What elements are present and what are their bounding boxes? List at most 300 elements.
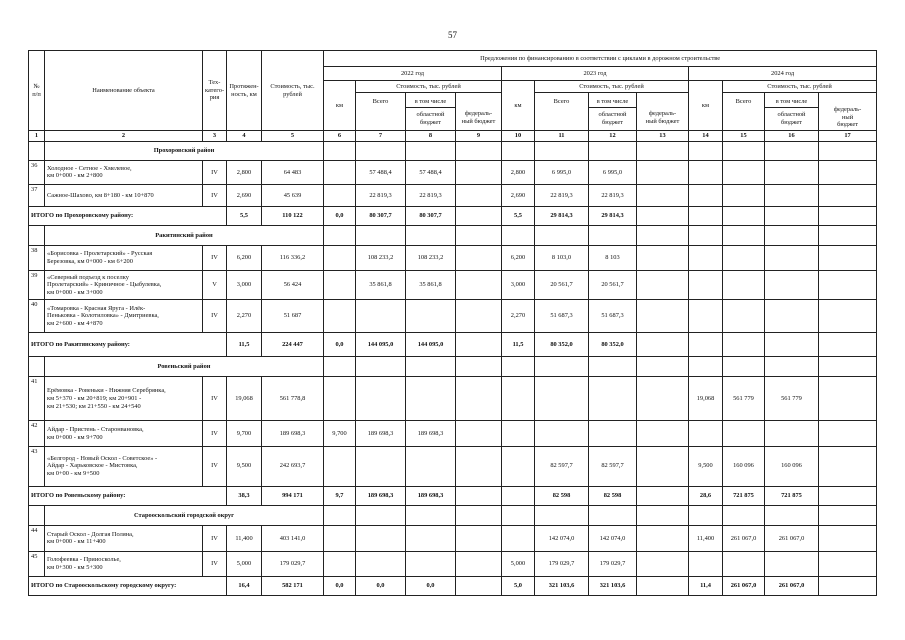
category-cell: IV [203, 551, 227, 576]
value-cell: 3,000 [502, 271, 535, 300]
total-value: 82 598 [535, 486, 589, 506]
empty-cell [723, 506, 765, 526]
total-value: 321 103,6 [535, 577, 589, 596]
total-value: 80 307,7 [406, 207, 456, 226]
value-cell [819, 377, 877, 421]
total-cost: 994 171 [262, 486, 324, 506]
value-cell: 22 819,3 [535, 185, 589, 207]
empty-cell [406, 142, 456, 161]
total-label: ИТОГО по Старооскольскому городскому округу: [29, 577, 227, 596]
category-cell: IV [203, 421, 227, 446]
empty-cell [502, 225, 535, 245]
column-index: 8 [406, 131, 456, 142]
value-cell [637, 551, 689, 576]
total-value: 189 698,3 [356, 486, 406, 506]
row-number: 39 [29, 271, 45, 300]
value-cell: 142 074,0 [535, 526, 589, 551]
total-length: 16,4 [227, 577, 262, 596]
district-no-cell [29, 142, 45, 161]
total-value [819, 486, 877, 506]
value-cell [637, 185, 689, 207]
column-index: 11 [535, 131, 589, 142]
total-row [29, 207, 877, 226]
district-row [29, 357, 877, 377]
total-value: 5,5 [502, 207, 535, 226]
value-cell [356, 551, 406, 576]
value-cell: 22 819,3 [589, 185, 637, 207]
empty-cell [589, 225, 637, 245]
value-cell [765, 245, 819, 270]
value-cell [456, 185, 502, 207]
table-row [29, 271, 877, 300]
value-cell [502, 526, 535, 551]
district-no-cell [29, 357, 45, 377]
empty-cell [324, 225, 356, 245]
table-row [29, 377, 877, 421]
total-length: 11,5 [227, 333, 262, 357]
value-cell [819, 421, 877, 446]
value-cell: 82 597,7 [535, 446, 589, 486]
total-cost: 110 122 [262, 207, 324, 226]
value-cell: 108 233,2 [406, 245, 456, 270]
value-cell [456, 160, 502, 184]
empty-cell [589, 506, 637, 526]
value-cell [765, 271, 819, 300]
value-cell [324, 185, 356, 207]
value-cell [819, 299, 877, 332]
total-value: 0,0 [406, 577, 456, 596]
object-name: «Томаровка - Красная Яруга - Илёк- Пеньковка - Колотиловка» - Дмитриевка, км 2+600 - км 4+870 [45, 299, 203, 332]
empty-cell [535, 506, 589, 526]
value-cell [502, 377, 535, 421]
value-cell [819, 526, 877, 551]
header-federal-2024: федераль- ный бюджет [819, 93, 877, 131]
total-value: 0,0 [356, 577, 406, 596]
row-number: 37 [29, 185, 45, 207]
empty-cell [689, 357, 723, 377]
cost-cell: 403 141,0 [262, 526, 324, 551]
value-cell [637, 271, 689, 300]
value-cell [819, 185, 877, 207]
header-cost-2023: Стоимость, тыс. рублей [535, 81, 689, 93]
district-no-cell [29, 225, 45, 245]
value-cell [356, 377, 406, 421]
value-cell [819, 271, 877, 300]
value-cell [689, 299, 723, 332]
empty-cell [456, 225, 502, 245]
total-value [637, 577, 689, 596]
value-cell: 261 067,0 [723, 526, 765, 551]
value-cell: 261 067,0 [765, 526, 819, 551]
value-cell [637, 245, 689, 270]
row-number: 40 [29, 299, 45, 332]
value-cell [589, 421, 637, 446]
empty-cell [535, 357, 589, 377]
column-index: 12 [589, 131, 637, 142]
district-title: Ровеньский район [45, 357, 324, 377]
total-value [723, 207, 765, 226]
header-incl-2023: в том числе областной бюджет [589, 93, 637, 131]
district-title: Ракитянский район [45, 225, 324, 245]
category-cell: IV [203, 245, 227, 270]
row-number: 43 [29, 446, 45, 486]
total-value [637, 333, 689, 357]
length-cell: 11,400 [227, 526, 262, 551]
value-cell: 11,400 [689, 526, 723, 551]
total-value: 261 067,0 [765, 577, 819, 596]
value-cell: 179 029,7 [535, 551, 589, 576]
table-row [29, 245, 877, 270]
cost-cell: 56 424 [262, 271, 324, 300]
value-cell [819, 551, 877, 576]
value-cell [356, 299, 406, 332]
total-value [456, 486, 502, 506]
value-cell: 22 819,3 [406, 185, 456, 207]
value-cell [689, 551, 723, 576]
value-cell [456, 299, 502, 332]
empty-cell [637, 357, 689, 377]
value-cell [819, 160, 877, 184]
column-index: 2 [45, 131, 203, 142]
value-cell [689, 245, 723, 270]
value-cell: 160 096 [723, 446, 765, 486]
cost-cell: 64 483 [262, 160, 324, 184]
object-name: «Белгород - Новый Оскол - Советское» - Айдар - Харьковское - Мистовка, км 0+00 - км 9+500 [45, 446, 203, 486]
length-cell: 19,068 [227, 377, 262, 421]
total-value: 0,0 [324, 333, 356, 357]
empty-cell [324, 142, 356, 161]
row-number: 41 [29, 377, 45, 421]
value-cell [324, 299, 356, 332]
empty-cell [356, 357, 406, 377]
value-cell [689, 160, 723, 184]
empty-cell [819, 225, 877, 245]
header-km-2024: км [689, 81, 723, 131]
header-year-2022: 2022 год [324, 67, 502, 81]
header-total-2022: Всего [356, 93, 406, 131]
total-label: ИТОГО по Ровеньскому району: [29, 486, 227, 506]
value-cell: 108 233,2 [356, 245, 406, 270]
value-cell: 2,800 [502, 160, 535, 184]
header-incl-2024: в том числе областной бюджет [765, 93, 819, 131]
empty-cell [723, 225, 765, 245]
total-value: 0,0 [324, 207, 356, 226]
value-cell [324, 551, 356, 576]
district-title: Старооскольский городской округ [45, 506, 324, 526]
total-value: 261 067,0 [723, 577, 765, 596]
total-value: 11,4 [689, 577, 723, 596]
total-value [765, 207, 819, 226]
value-cell [356, 526, 406, 551]
header-name: Наименование объекта [45, 51, 203, 131]
value-cell: 6 995,0 [535, 160, 589, 184]
category-cell: IV [203, 160, 227, 184]
table-row [29, 446, 877, 486]
empty-cell [456, 357, 502, 377]
empty-cell [819, 357, 877, 377]
value-cell [456, 526, 502, 551]
header-incl-2022: в том числе областной бюджет [406, 93, 456, 131]
value-cell: 51 687,3 [535, 299, 589, 332]
district-row [29, 225, 877, 245]
table-row [29, 185, 877, 207]
empty-cell [589, 357, 637, 377]
total-row [29, 486, 877, 506]
total-length: 5,5 [227, 207, 262, 226]
value-cell [637, 526, 689, 551]
total-value: 721 875 [765, 486, 819, 506]
total-cost: 582 171 [262, 577, 324, 596]
object-name: Голофеевка - Прииосколье, км 0+300 - км 5+300 [45, 551, 203, 576]
category-cell: IV [203, 299, 227, 332]
column-index: 17 [819, 131, 877, 142]
value-cell: 19,068 [689, 377, 723, 421]
value-cell [406, 377, 456, 421]
value-cell [765, 160, 819, 184]
value-cell [765, 299, 819, 332]
value-cell: 20 561,7 [589, 271, 637, 300]
object-name: Ерёмовка - Ровеньки - Нижняя Серебрянка, км 5+370 - км 20+819; км 20+901 - км 21+530; км 21+550 - км 24+540 [45, 377, 203, 421]
total-row [29, 333, 877, 357]
empty-cell [356, 142, 406, 161]
value-cell: 82 597,7 [589, 446, 637, 486]
value-cell [456, 551, 502, 576]
header-category: Тех- катего- рия [203, 51, 227, 131]
total-value: 321 103,6 [589, 577, 637, 596]
header-proposals: Предложения по финансированию в соответствии с циклами в дорожном строительстве [324, 51, 877, 67]
table-row [29, 526, 877, 551]
value-cell [723, 245, 765, 270]
header-cost-2024: Стоимость, тыс. рублей [723, 81, 877, 93]
table-row [29, 551, 877, 576]
value-cell: 561 779 [723, 377, 765, 421]
column-index: 6 [324, 131, 356, 142]
total-value [456, 577, 502, 596]
value-cell [324, 271, 356, 300]
length-cell: 2,270 [227, 299, 262, 332]
value-cell [819, 245, 877, 270]
value-cell: 189 698,3 [406, 421, 456, 446]
empty-cell [765, 142, 819, 161]
cost-cell: 242 693,7 [262, 446, 324, 486]
value-cell: 57 488,4 [406, 160, 456, 184]
category-cell: V [203, 271, 227, 300]
total-label: ИТОГО по Прохоровскому району: [29, 207, 227, 226]
value-cell: 160 096 [765, 446, 819, 486]
row-number: 38 [29, 245, 45, 270]
header-federal-2023: федераль- ный бюджет [637, 93, 689, 131]
value-cell: 142 074,0 [589, 526, 637, 551]
value-cell [535, 421, 589, 446]
empty-cell [456, 142, 502, 161]
empty-cell [535, 142, 589, 161]
value-cell: 6 995,0 [589, 160, 637, 184]
empty-cell [456, 506, 502, 526]
value-cell [456, 271, 502, 300]
cost-cell: 51 687 [262, 299, 324, 332]
table-row [29, 299, 877, 332]
row-number: 45 [29, 551, 45, 576]
total-value [637, 486, 689, 506]
value-cell [723, 551, 765, 576]
value-cell: 8 103 [589, 245, 637, 270]
value-cell [406, 551, 456, 576]
value-cell [456, 377, 502, 421]
value-cell [819, 446, 877, 486]
total-value [723, 333, 765, 357]
value-cell: 57 488,4 [356, 160, 406, 184]
district-row [29, 506, 877, 526]
value-cell [406, 446, 456, 486]
header-total-2023: Всего [535, 93, 589, 131]
table-row [29, 421, 877, 446]
column-index: 14 [689, 131, 723, 142]
value-cell [637, 377, 689, 421]
empty-cell [502, 357, 535, 377]
total-value: 29 814,3 [535, 207, 589, 226]
value-cell [324, 446, 356, 486]
column-index: 15 [723, 131, 765, 142]
empty-cell [356, 506, 406, 526]
empty-cell [406, 225, 456, 245]
value-cell: 8 103,0 [535, 245, 589, 270]
total-value [689, 333, 723, 357]
object-name: Айдар - Пристень - Старонвановка, км 0+000 - км 9+700 [45, 421, 203, 446]
value-cell: 561 779 [765, 377, 819, 421]
header-km-2022: км [324, 81, 356, 131]
total-value: 5,0 [502, 577, 535, 596]
value-cell [637, 299, 689, 332]
length-cell: 2,690 [227, 185, 262, 207]
value-cell [406, 299, 456, 332]
total-value: 9,7 [324, 486, 356, 506]
total-value: 80 352,0 [589, 333, 637, 357]
empty-cell [637, 142, 689, 161]
category-cell: IV [203, 446, 227, 486]
total-cost: 224 447 [262, 333, 324, 357]
total-row [29, 577, 877, 596]
value-cell [324, 245, 356, 270]
total-length: 38,3 [227, 486, 262, 506]
value-cell [689, 185, 723, 207]
length-cell: 9,500 [227, 446, 262, 486]
object-name: Холодное - Сетное - Хмелевое, км 0+000 - км 2+800 [45, 160, 203, 184]
column-index: 13 [637, 131, 689, 142]
page-number: 57 [448, 30, 457, 40]
value-cell [502, 446, 535, 486]
empty-cell [765, 357, 819, 377]
total-value: 82 598 [589, 486, 637, 506]
value-cell [689, 421, 723, 446]
value-cell: 20 561,7 [535, 271, 589, 300]
header-cost: Стоимость, тыс. рублей [262, 51, 324, 131]
cost-cell: 116 336,2 [262, 245, 324, 270]
value-cell: 22 819,3 [356, 185, 406, 207]
value-cell: 5,000 [502, 551, 535, 576]
empty-cell [689, 142, 723, 161]
value-cell [723, 421, 765, 446]
header-year-2023: 2023 год [502, 67, 689, 81]
header-km-2023: км [502, 81, 535, 131]
row-number: 42 [29, 421, 45, 446]
value-cell [589, 377, 637, 421]
district-title: Прохоровский район [45, 142, 324, 161]
total-value: 11,5 [502, 333, 535, 357]
header-cost-2022: Стоимость, тыс. рублей [356, 81, 502, 93]
empty-cell [723, 142, 765, 161]
total-value: 28,6 [689, 486, 723, 506]
value-cell [456, 245, 502, 270]
empty-cell [406, 506, 456, 526]
total-value: 0,0 [324, 577, 356, 596]
empty-cell [819, 506, 877, 526]
value-cell [689, 271, 723, 300]
total-value [637, 207, 689, 226]
empty-cell [535, 225, 589, 245]
empty-cell [723, 357, 765, 377]
value-cell: 2,690 [502, 185, 535, 207]
cost-cell: 179 029,7 [262, 551, 324, 576]
value-cell [765, 551, 819, 576]
empty-cell [324, 506, 356, 526]
value-cell [356, 446, 406, 486]
value-cell [456, 446, 502, 486]
value-cell: 179 029,7 [589, 551, 637, 576]
cost-cell: 189 698,3 [262, 421, 324, 446]
value-cell [723, 160, 765, 184]
header-total-2024: Всего [723, 93, 765, 131]
empty-cell [406, 357, 456, 377]
total-value: 721 875 [723, 486, 765, 506]
empty-cell [502, 142, 535, 161]
total-value: 144 095,0 [356, 333, 406, 357]
total-value [502, 486, 535, 506]
value-cell [765, 421, 819, 446]
column-index: 16 [765, 131, 819, 142]
value-cell [723, 299, 765, 332]
district-row [29, 142, 877, 161]
total-value [456, 207, 502, 226]
category-cell: IV [203, 526, 227, 551]
value-cell: 35 861,8 [406, 271, 456, 300]
value-cell: 2,270 [502, 299, 535, 332]
header-no: № п/п [29, 51, 45, 131]
value-cell [637, 446, 689, 486]
column-index-row [29, 131, 877, 142]
length-cell: 3,000 [227, 271, 262, 300]
cost-cell: 561 778,8 [262, 377, 324, 421]
value-cell [723, 185, 765, 207]
category-cell: IV [203, 377, 227, 421]
value-cell: 35 861,8 [356, 271, 406, 300]
total-value: 80 307,7 [356, 207, 406, 226]
value-cell [637, 421, 689, 446]
empty-cell [502, 506, 535, 526]
column-index: 3 [203, 131, 227, 142]
value-cell [324, 377, 356, 421]
row-number: 44 [29, 526, 45, 551]
value-cell [406, 526, 456, 551]
total-label: ИТОГО по Ракитянскому району: [29, 333, 227, 357]
value-cell: 189 698,3 [356, 421, 406, 446]
empty-cell [689, 225, 723, 245]
empty-cell [324, 357, 356, 377]
empty-cell [356, 225, 406, 245]
value-cell: 9,500 [689, 446, 723, 486]
value-cell [324, 160, 356, 184]
financing-table [28, 50, 877, 596]
object-name: Сажное-Шахово, км 8+180 - км 10+870 [45, 185, 203, 207]
